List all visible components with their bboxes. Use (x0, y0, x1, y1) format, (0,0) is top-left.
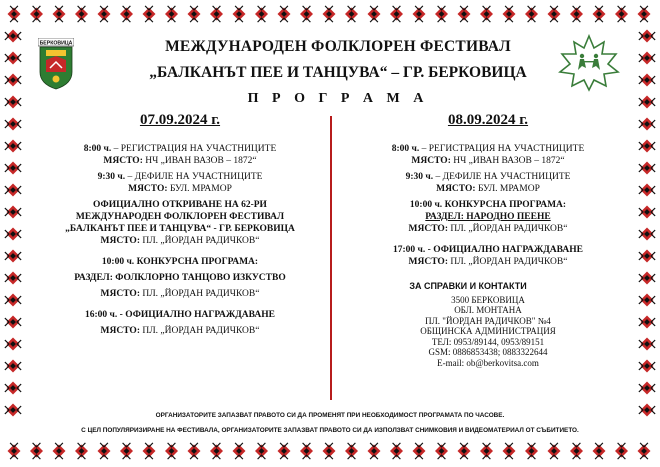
day2-awards: 17:00 ч. - ОФИЦИАЛНО НАГРАЖДАВАНЕ (393, 245, 583, 255)
day1-contest-section: РАЗДЕЛ: ФОЛКЛОРНО ТАНЦОВО ИЗКУСТВО (74, 273, 286, 283)
day2-awards-place: МЯСТО: ПЛ. „ЙОРДАН РАДИЧКОВ“ (408, 257, 568, 267)
day2-registration: 8:00 ч. – РЕГИСТРАЦИЯ НА УЧАСТНИЦИТЕ (391, 144, 585, 154)
media-usage-note: С ЦЕЛ ПОПУЛЯРИЗИРАНЕ НА ФЕСТИВАЛА, ОРГАНИЗАТОРИТЕ ЗАПАЗВАТ ПРАВОТО СИ ДА ИЗПОЛЗВАТ СНИМКОВИЯ И ВИДЕОМАТЕРИАЛ ОТ СЪБИТИЕТО. (81, 427, 579, 434)
crest-label: БЕРКОВИЦА (39, 40, 73, 47)
day2-registration-place: МЯСТО: НЧ „ИВАН ВАЗОВ – 1872“ (411, 156, 565, 166)
festival-title: МЕЖДУНАРОДЕН ФОЛКЛОРЕН ФЕСТИВАЛ (165, 38, 511, 55)
schedule-change-note: ОРГАНИЗАТОРИТЕ ЗАПАЗВАТ ПРАВОТО СИ ДА ПРОМЕНЯТ ПРИ НЕОБХОДИМОСТ ПРОГРАМАТА ПО ЧАСОВЕ. (155, 412, 505, 419)
day1-registration: 8:00 ч. – РЕГИСТРАЦИЯ НА УЧАСТНИЦИТЕ (83, 144, 277, 154)
day2-column (338, 112, 638, 368)
day1-opening-line1: ОФИЦИАЛНО ОТКРИВАНЕ НА 62-РИ (93, 200, 267, 210)
day1-date: 07.09.2024 г. (139, 112, 221, 128)
day2-contest: 10:00 ч. КОНКУРСНА ПРОГРАМА: (409, 200, 567, 210)
day2-contest-place: МЯСТО: ПЛ. „ЙОРДАН РАДИЧКОВ“ (408, 224, 568, 234)
contacts-heading: ЗА СПРАВКИ И КОНТАКТИ (409, 281, 527, 291)
contact-line: 3500 БЕРКОВИЦА (451, 294, 525, 305)
day1-contest-place: МЯСТО: ПЛ. „ЙОРДАН РАДИЧКОВ“ (100, 289, 260, 299)
contact-gsm: GSM: 0886853438; 0883322644 (428, 347, 548, 357)
day2-contest-section: РАЗДЕЛ: НАРОДНО ПЕЕНЕ (425, 212, 551, 222)
day1-awards-place: МЯСТО: ПЛ. „ЙОРДАН РАДИЧКОВ“ (100, 326, 260, 336)
day1-opening-line2: МЕЖДУНАРОДЕН ФОЛКЛОРЕН ФЕСТИВАЛ (75, 212, 285, 222)
festival-subtitle: „БАЛКАНЪТ ПЕЕ И ТАНЦУВА“ – ГР. БЕРКОВИЦА (149, 64, 527, 81)
contact-line: ОБЛ. МОНТАНА (454, 305, 522, 315)
day1-parade: 9:30 ч. – ДЕФИЛЕ НА УЧАСТНИЦИТЕ (97, 172, 263, 182)
day1-parade-place: МЯСТО: БУЛ. МРАМОР (128, 184, 232, 194)
day2-parade-place: МЯСТО: БУЛ. МРАМОР (436, 184, 540, 194)
day1-awards: 16:00 ч. - ОФИЦИАЛНО НАГРАЖДАВАНЕ (85, 310, 275, 320)
day1-opening-place: МЯСТО: ПЛ. „ЙОРДАН РАДИЧКОВ“ (100, 236, 260, 246)
contact-email: E-mail: ob@berkovitsa.com (437, 357, 539, 368)
contact-line: ПЛ. "ЙОРДАН РАДИЧКОВ" №4 (425, 315, 551, 326)
contacts-block (338, 281, 638, 368)
day1-contest: 10:00 ч. КОНКУРСНА ПРОГРАМА: (101, 257, 259, 267)
day1-opening-line3: „БАЛКАНЪТ ПЕЕ И ТАНЦУВА“ - ГР. БЕРКОВИЦА (65, 224, 295, 234)
contact-phone: ТЕЛ: 0953/89144, 0953/89151 (431, 336, 545, 347)
program-heading: П Р О Г Р А М А (247, 91, 429, 106)
column-divider (330, 116, 332, 400)
berkovitsa-crest-icon (38, 38, 74, 90)
day1-registration-place: МЯСТО: НЧ „ИВАН ВАЗОВ – 1872“ (103, 156, 257, 166)
day2-date: 08.09.2024 г. (447, 112, 529, 128)
day2-parade: 9:30 ч. – ДЕФИЛЕ НА УЧАСТНИЦИТЕ (405, 172, 571, 182)
contact-line: ОБЩИНСКА АДМИНИСТРАЦИЯ (420, 326, 556, 336)
day1-column (30, 112, 330, 337)
